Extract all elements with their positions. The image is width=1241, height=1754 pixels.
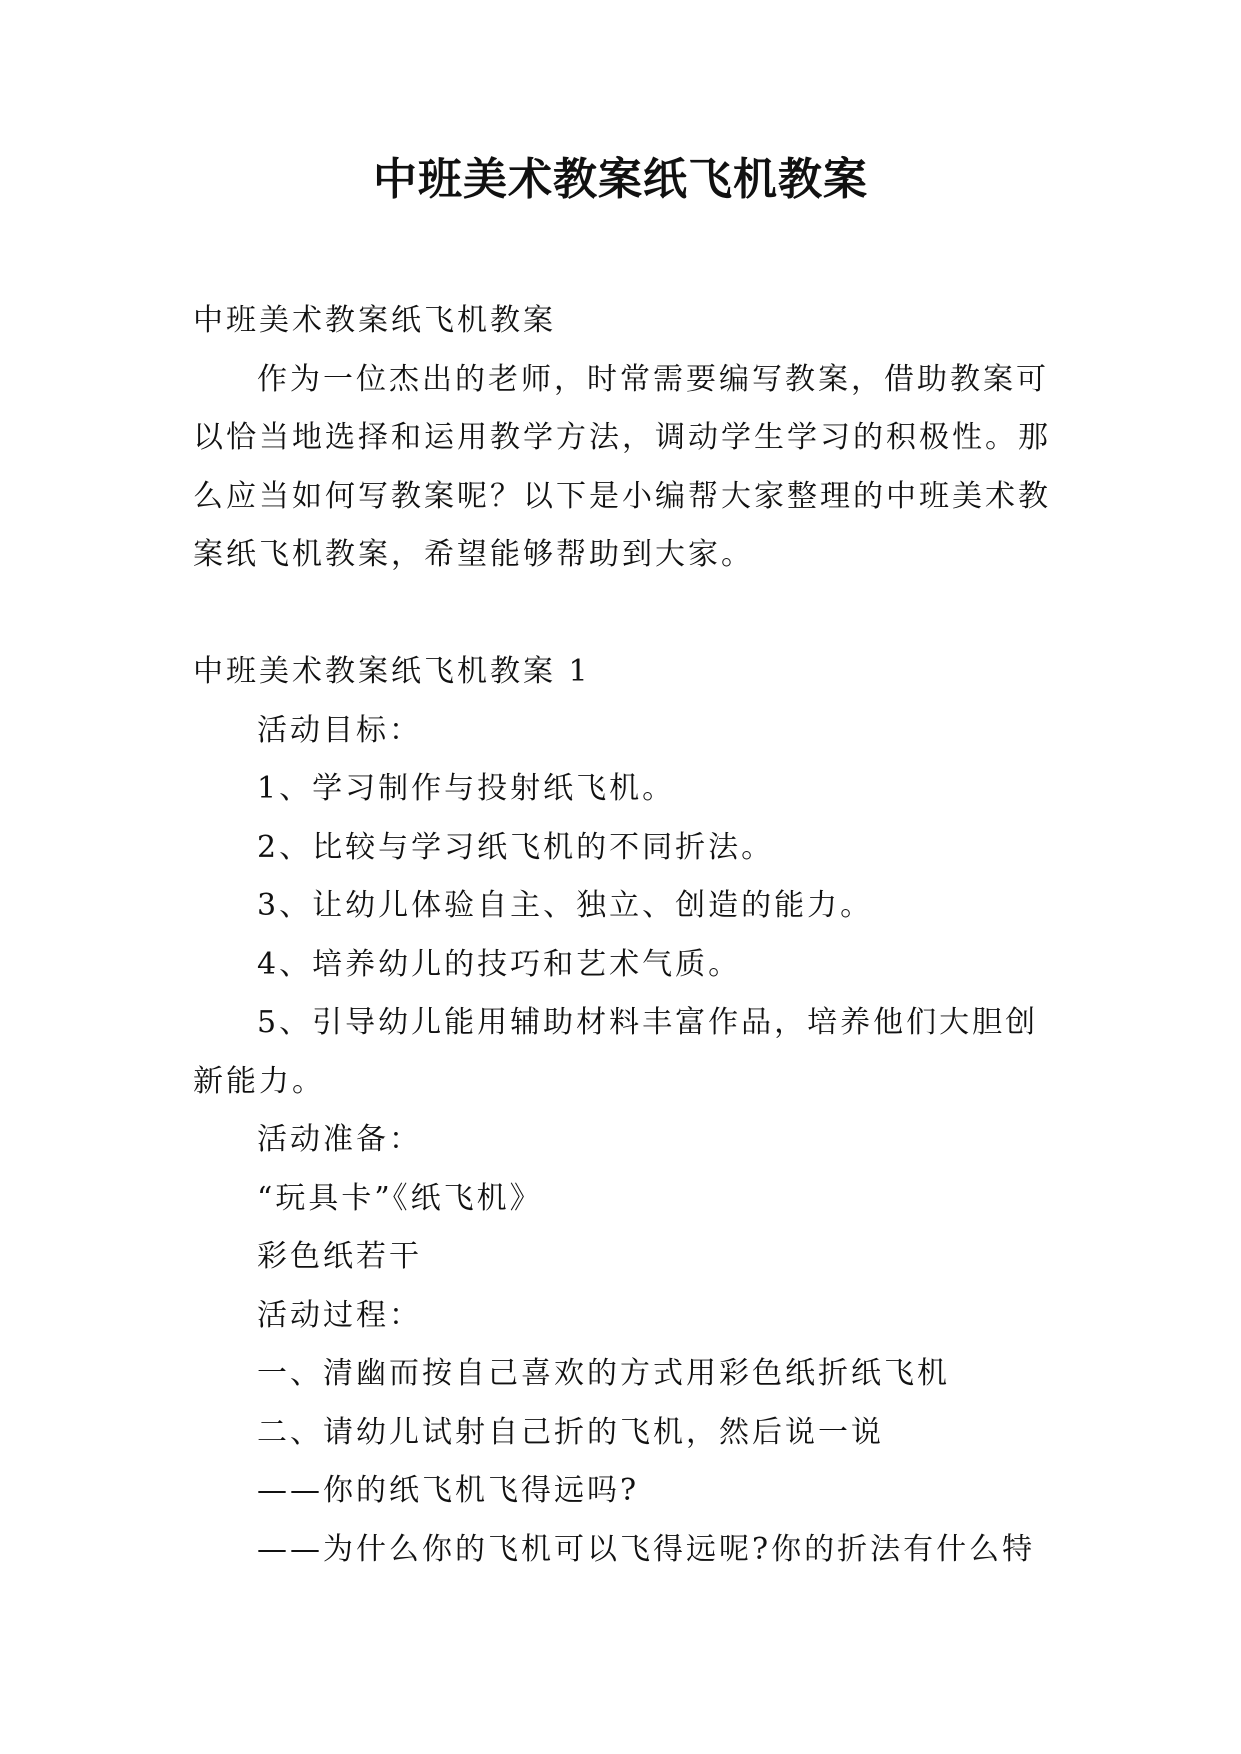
prep-item: 彩色纸若干: [257, 1239, 422, 1274]
process-item: ——为什么你的飞机可以飞得远呢?你的折法有什么特: [257, 1531, 1036, 1567]
goal-item: 2、比较与学习纸飞机的不同折法。: [257, 829, 775, 865]
process-item: 二、请幼儿试射自己折的飞机，然后说一说: [257, 1414, 884, 1450]
prep-item: “玩具卡”《纸飞机》: [257, 1180, 543, 1216]
document-body: [193, 292, 1063, 1579]
subtitle-line: 中班美术教案纸飞机教案: [193, 303, 556, 338]
page-title: 中班美术教案纸飞机教案: [373, 154, 868, 205]
process-item: ——你的纸飞机飞得远吗?: [257, 1473, 640, 1508]
goal-item: 5、引导幼儿能用辅助材料丰富作品，培养他们大胆创新能力。: [193, 1005, 1039, 1099]
process-label: 活动过程：: [257, 1297, 422, 1333]
goal-item: 4、培养幼儿的技巧和艺术气质。: [257, 946, 742, 982]
goals-label: 活动目标：: [257, 712, 422, 748]
intro-paragraph: 作为一位杰出的老师，时常需要编写教案，借助教案可以恰当地选择和运用教学方法，调动学生学习的积极性。那么应当如何写教案呢？以下是小编帮大家整理的中班美术教案纸飞机教案，希望能够帮助到大家。: [193, 361, 1051, 572]
prep-label: 活动准备：: [257, 1122, 422, 1157]
goal-item: 1、学习制作与投射纸飞机。: [257, 771, 676, 806]
process-item: 一、清幽而按自己喜欢的方式用彩色纸折纸飞机: [257, 1356, 950, 1391]
section-heading: 中班美术教案纸飞机教案 1: [193, 654, 591, 689]
goal-item: 3、让幼儿体验自主、独立、创造的能力。: [257, 888, 874, 923]
